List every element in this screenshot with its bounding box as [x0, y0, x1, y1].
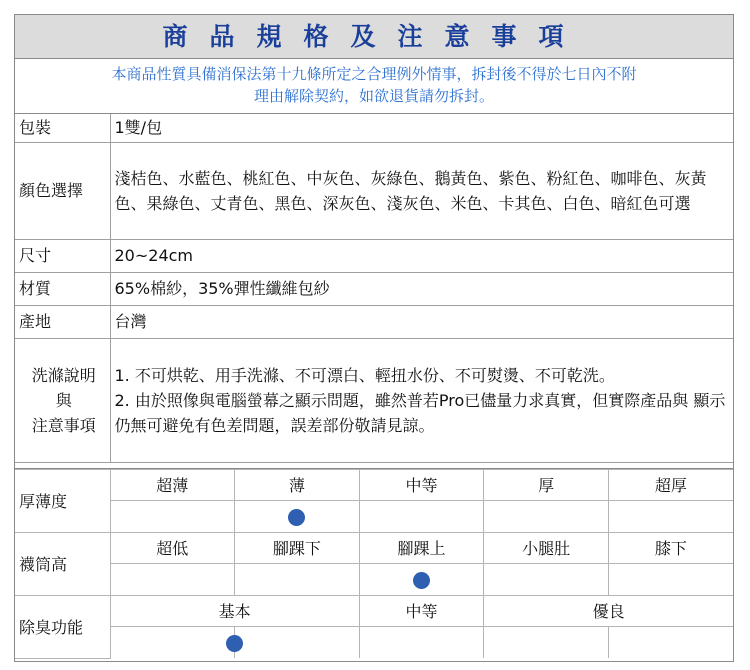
rating-mark-cell: [608, 626, 733, 658]
spec-row-material: [15, 272, 733, 305]
rating-option: 基本: [110, 595, 359, 626]
rating-label-thickness: 厚薄度: [15, 469, 110, 532]
return-notice-line-2: 理由解除契約，如欲退貨請勿拆封。: [253, 87, 494, 105]
rating-option: 超低: [110, 532, 235, 563]
rating-header-sock-height: [15, 532, 733, 563]
spec-label-origin: 產地: [15, 305, 110, 338]
spec-value-colors: 淺桔色、水藍色、桃紅色、中灰色、灰綠色、鵝黃色、紫色、粉紅色、咖啡色、灰黃色、果綠色、丈青色、黑色、深灰色、淺灰色、米色、卡其色、白色、暗紅色可選: [110, 142, 733, 239]
rating-table: [15, 469, 733, 659]
spec-label-size: 尺寸: [15, 239, 110, 272]
spec-row-package: [15, 114, 733, 142]
rating-marks-thickness: [15, 500, 733, 532]
rating-option: 超厚: [608, 469, 733, 500]
rating-mark-cell: [110, 500, 235, 532]
rating-mark-cell: [235, 500, 360, 532]
selected-dot-icon: [288, 509, 305, 526]
rating-mark-cell: [110, 563, 235, 595]
rating-mark-cell: [359, 500, 484, 532]
spec-row-size: [15, 239, 733, 272]
spec-row-care: [15, 338, 733, 462]
spec-value-material: 65%棉紗，35%彈性纖維包紗: [110, 272, 733, 305]
return-notice-line-1: 本商品性質具備消保法第十九條所定之合理例外情事，拆封後不得於七日內不附: [111, 65, 637, 83]
spec-sheet: [14, 14, 734, 662]
rating-option: 超薄: [110, 469, 235, 500]
spec-label-package: 包裝: [15, 114, 110, 142]
rating-option: 小腿肚: [484, 532, 609, 563]
rating-header-thickness: [15, 469, 733, 500]
sheet-title: 商品規格及注意事項: [15, 15, 733, 59]
rating-mark-cell: [235, 563, 360, 595]
spec-label-colors: 顏色選擇: [15, 142, 110, 239]
care-label-line-1: 洗滌說明: [31, 365, 96, 385]
spec-row-origin: [15, 305, 733, 338]
rating-option: 薄: [235, 469, 360, 500]
rating-label-deodorize: 除臭功能: [15, 595, 110, 658]
rating-mark-cell: [110, 626, 235, 658]
care-item-1: 1. 不可烘乾、用手洗滌、不可漂白、輕扭水份、不可熨燙、不可乾洗。: [114, 365, 615, 385]
spec-label-care: [15, 338, 110, 462]
rating-marks-sock-height: [15, 563, 733, 595]
selected-dot-icon: [413, 572, 430, 589]
rating-marks-deodorize: [15, 626, 733, 658]
rating-mark-cell: [484, 626, 609, 658]
rating-option: 中等: [359, 469, 484, 500]
rating-option: 厚: [484, 469, 609, 500]
care-label-line-3: 注意事項: [31, 415, 96, 435]
rating-mark-cell: [359, 626, 484, 658]
spec-value-origin: 台灣: [110, 305, 733, 338]
rating-mark-cell: [608, 563, 733, 595]
spec-label-material: 材質: [15, 272, 110, 305]
spec-value-care: [110, 338, 733, 462]
rating-option: 優良: [484, 595, 733, 626]
rating-option: 中等: [359, 595, 484, 626]
rating-mark-cell: [484, 563, 609, 595]
care-item-2: 2. 由於照像與電腦螢幕之顯示問題，雖然普若Pro已儘量力求真實，但實際產品與 顯示仍無可避免有色差問題，誤差部份敬請見諒。: [114, 390, 726, 435]
return-notice: [15, 59, 733, 114]
rating-mark-cell: [608, 500, 733, 532]
rating-mark-cell: [235, 626, 360, 658]
spec-value-package: 1雙/包: [110, 114, 733, 142]
selected-dot-icon: [226, 635, 243, 652]
spec-table: [15, 114, 733, 463]
rating-mark-cell: [359, 563, 484, 595]
care-label-line-2: 與: [55, 390, 72, 410]
rating-label-sock-height: 襪筒高: [15, 532, 110, 595]
rating-option: 膝下: [608, 532, 733, 563]
rating-mark-cell: [484, 500, 609, 532]
rating-option: 腳踝上: [359, 532, 484, 563]
rating-option: 腳踝下: [235, 532, 360, 563]
rating-header-deodorize: [15, 595, 733, 626]
spec-value-size: 20~24cm: [110, 239, 733, 272]
spec-row-colors: [15, 142, 733, 239]
